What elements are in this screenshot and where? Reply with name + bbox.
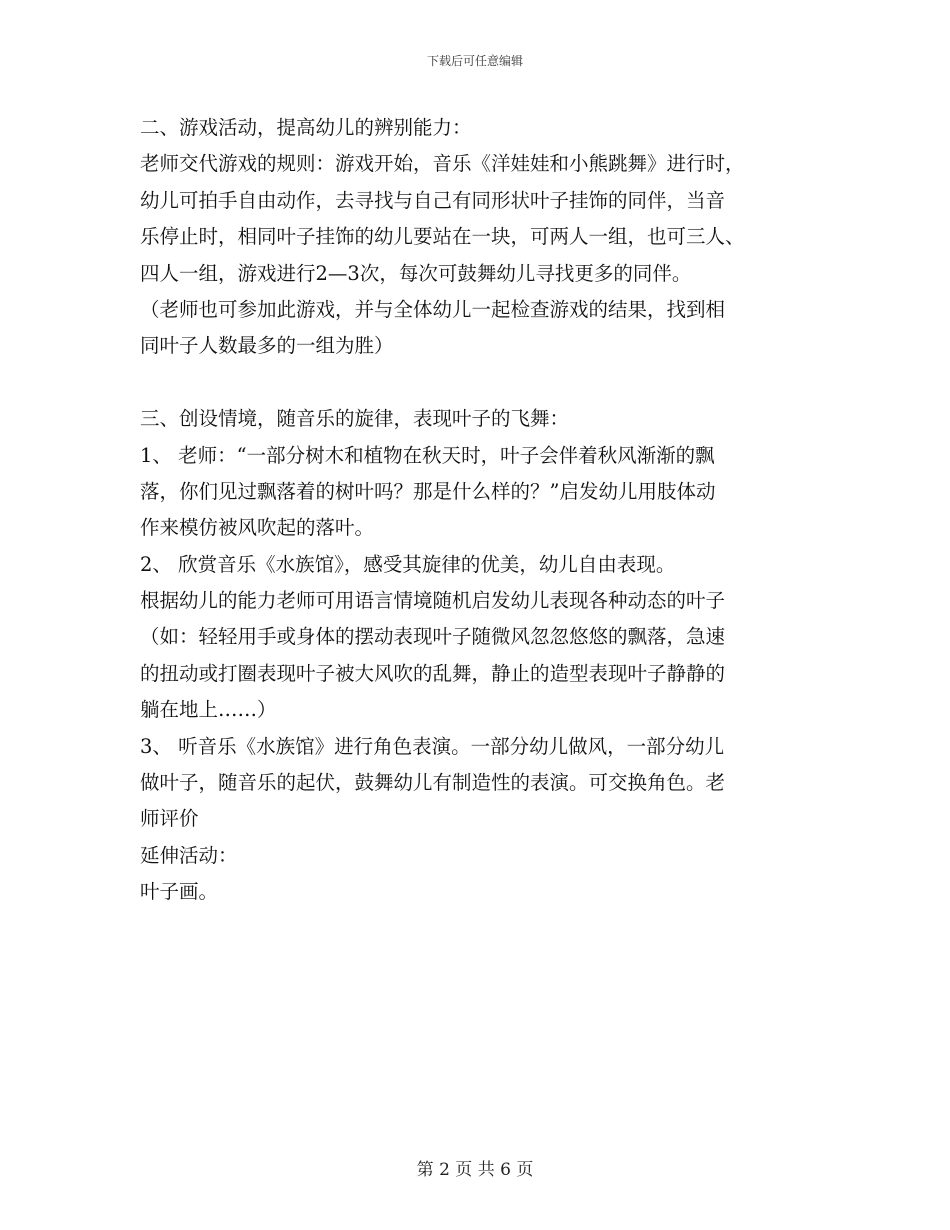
blank-line	[140, 365, 820, 401]
paragraph-line: 3、 听音乐《水族馆》进行角色表演。一部分幼儿做风，一部分幼儿	[140, 734, 725, 758]
paragraph-line: 老师交代游戏的规则：游戏开始，音乐《洋娃娃和小熊跳舞》进行时，	[140, 152, 745, 176]
paragraph-line: 躺在地上……）	[140, 698, 277, 722]
paragraph-line: 2、 欣赏音乐《水族馆》，感受其旋律的优美，幼儿自由表现。	[140, 552, 676, 576]
paragraph-line: （如：轻轻用手或身体的摆动表现叶子随微风忽忽悠悠的飘落，急速	[140, 625, 726, 649]
paragraph-line: 落，你们见过飘落着的树叶吗？那是什么样的？”启发幼儿用肢体动	[140, 479, 716, 503]
page-footer: 第 2 页 共 6 页	[416, 1160, 534, 1180]
page-header: 下载后可任意编辑	[426, 54, 523, 68]
paragraph-line: 1、 老师：“一部分树木和植物在秋天时，叶子会伴着秋风渐渐的飘	[140, 443, 715, 467]
paragraph-line: 作来模仿被风吹起的落叶。	[140, 516, 375, 540]
paragraph-line: 四人一组，游戏进行2—3次，每次可鼓舞幼儿寻找更多的同伴。	[140, 261, 692, 285]
document-body	[140, 110, 820, 911]
paragraph-line: 做叶子，随音乐的起伏，鼓舞幼儿有制造性的表演。可交换角色。老	[140, 771, 726, 795]
paragraph-line: 同叶子人数最多的一组为胜）	[140, 334, 394, 358]
section-heading: 三、创设情境，随音乐的旋律，表现叶子的飞舞：	[140, 407, 570, 431]
paragraph-line: （老师也可参加此游戏，并与全体幼儿一起检查游戏的结果，找到相	[140, 297, 726, 321]
section-heading: 二、游戏活动，提高幼儿的辨别能力：	[140, 116, 472, 139]
section-heading: 延伸活动：	[140, 843, 238, 867]
paragraph-line: 乐停止时，相同叶子挂饰的幼儿要站在一块，可两人一组，也可三人、	[140, 225, 745, 249]
paragraph-line: 师评价	[140, 807, 199, 831]
paragraph-line: 根据幼儿的能力老师可用语言情境随机启发幼儿表现各种动态的叶子	[140, 589, 726, 613]
paragraph-line: 叶子画。	[140, 880, 219, 904]
paragraph-line: 幼儿可拍手自由动作，去寻找与自己有同形状叶子挂饰的同伴，当音	[140, 188, 726, 212]
paragraph-line: 的扭动或打圈表现叶子被大风吹的乱舞，静止的造型表现叶子静静的	[140, 661, 726, 685]
